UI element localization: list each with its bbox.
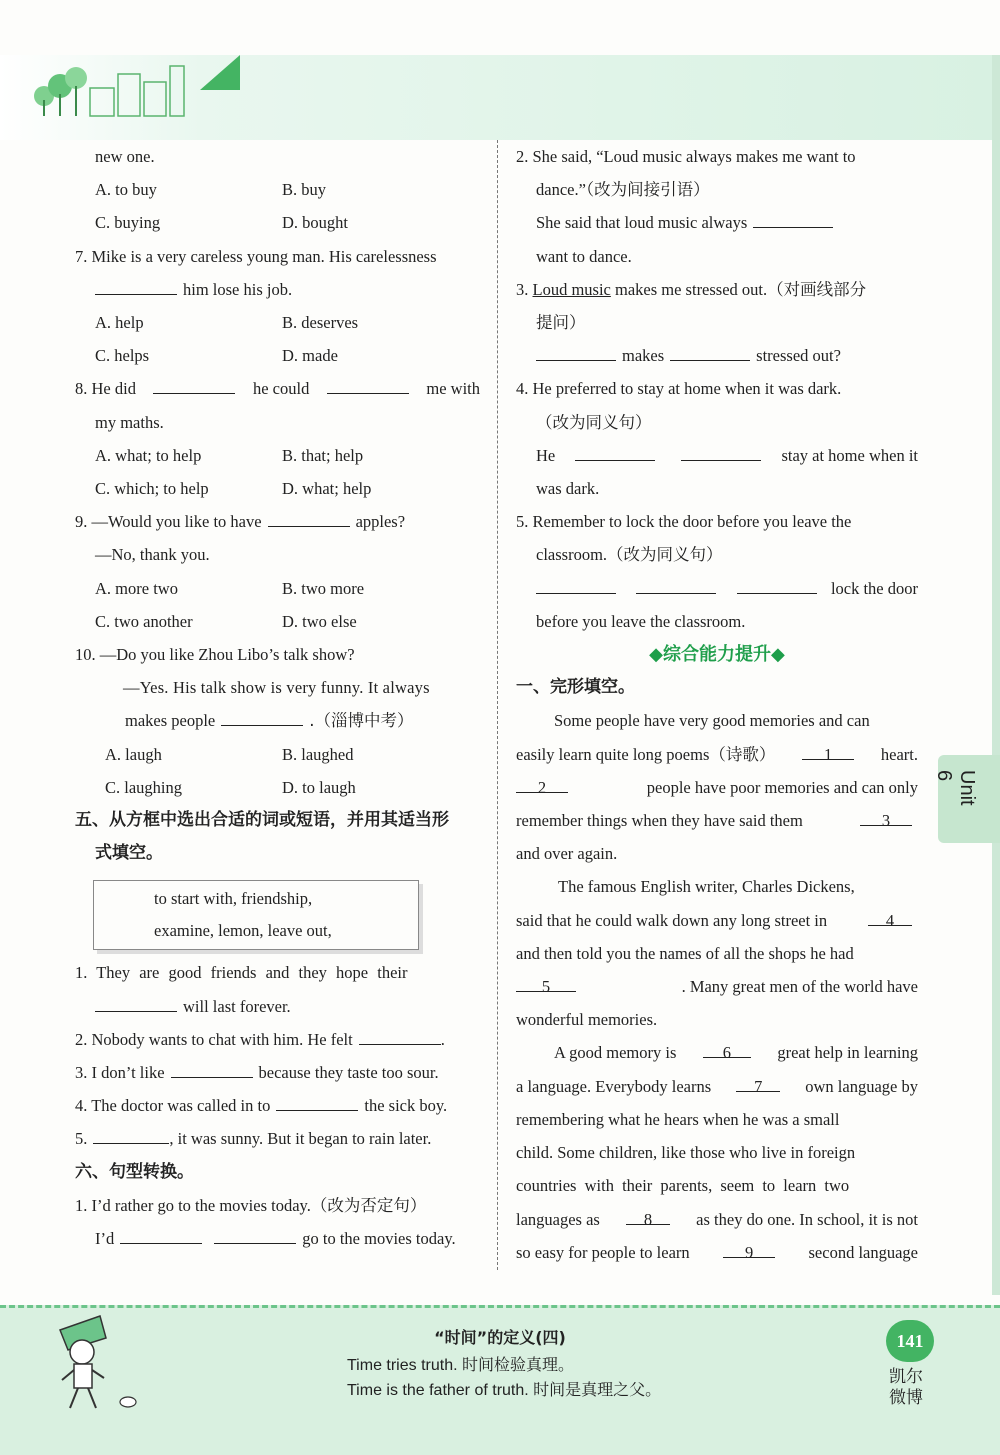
q8-stem2: my maths. bbox=[95, 412, 164, 432]
option: D. made bbox=[282, 346, 338, 366]
answer-blank[interactable] bbox=[171, 1056, 253, 1078]
cloze-blank[interactable]: 9 bbox=[723, 1236, 775, 1258]
cloze-blank[interactable]: 4 bbox=[868, 904, 912, 926]
r5-answer2: before you leave the classroom. bbox=[536, 611, 746, 631]
option: A. what; to help bbox=[95, 445, 202, 465]
q10-source: .（淄博中考） bbox=[309, 711, 414, 731]
cloze-line: remembering what he hears when he was a small bbox=[516, 1109, 840, 1129]
option: D. to laugh bbox=[282, 777, 356, 797]
cloze-line bbox=[516, 970, 918, 1003]
s5-text: , it was sunny. But it began to rain later. bbox=[169, 1129, 432, 1149]
answer-blank[interactable] bbox=[214, 1222, 296, 1244]
right-column bbox=[516, 140, 918, 1269]
q8-stem bbox=[75, 372, 480, 405]
answer-blank[interactable] bbox=[268, 505, 350, 527]
q10-options-row1 bbox=[75, 738, 480, 771]
cloze-line bbox=[516, 804, 918, 837]
s5-item1-cont bbox=[75, 990, 480, 1023]
page-number: 141 bbox=[886, 1320, 934, 1362]
answer-blank[interactable] bbox=[536, 339, 616, 361]
cloze-blank[interactable]: 3 bbox=[860, 804, 912, 826]
cloze-text: so easy for people to learn bbox=[516, 1242, 690, 1262]
cloze-text: second language bbox=[808, 1242, 918, 1262]
column-divider bbox=[497, 140, 498, 1270]
q7-options-row1 bbox=[75, 306, 480, 339]
answer-blank[interactable] bbox=[153, 372, 235, 394]
side-strip bbox=[992, 55, 1000, 1295]
cloze-text: as they do one. In school, it is not bbox=[696, 1209, 918, 1229]
r4-answer2: was dark. bbox=[536, 479, 600, 499]
trees-buildings-icon bbox=[30, 60, 200, 120]
footer-quote: Time tries truth. 时间检验真理。 bbox=[347, 1357, 574, 1374]
q8-text: he could bbox=[252, 379, 310, 399]
option: D. two else bbox=[282, 611, 357, 631]
answer-blank[interactable] bbox=[95, 273, 177, 295]
s6-item1-answer bbox=[75, 1222, 480, 1255]
word-box-line: examine, lemon, leave out, bbox=[154, 921, 332, 941]
option: D. what; help bbox=[282, 479, 372, 499]
cloze-blank[interactable]: 5 bbox=[516, 970, 576, 992]
q10-text: makes people bbox=[125, 711, 216, 731]
s5-text: will last forever. bbox=[183, 996, 291, 1016]
option: A. laugh bbox=[105, 744, 162, 764]
s5-text: 3. I don’t like bbox=[75, 1063, 165, 1083]
section5-heading2: 式填空。 bbox=[95, 843, 163, 864]
option: D. bought bbox=[282, 213, 348, 233]
answer-blank[interactable] bbox=[221, 704, 303, 726]
cloze-heading: 一、完形填空。 bbox=[516, 677, 635, 698]
option: C. buying bbox=[95, 213, 161, 233]
cloze-line: wonderful memories. bbox=[516, 1010, 658, 1030]
r4-text: stay at home when it bbox=[781, 445, 918, 465]
q10-reply2 bbox=[75, 704, 480, 737]
s6-text: go to the movies today. bbox=[302, 1229, 456, 1249]
cloze-blank[interactable]: 6 bbox=[703, 1036, 751, 1058]
r4-stem2: （改为同义句） bbox=[536, 412, 652, 432]
option: B. buy bbox=[282, 180, 327, 200]
cloze-line bbox=[516, 904, 918, 937]
answer-blank[interactable] bbox=[95, 990, 177, 1012]
q8-text: 8. He did bbox=[75, 379, 136, 399]
r2-stem: 2. She said, “Loud music always makes me want to bbox=[516, 147, 856, 166]
word-box-line: to start with, friendship, bbox=[154, 889, 313, 909]
option: C. which; to help bbox=[95, 479, 209, 499]
r5-text: lock the door bbox=[830, 578, 918, 598]
q10-stem: 10. —Do you like Zhou Libo’s talk show? bbox=[75, 645, 355, 665]
s5-item2 bbox=[75, 1023, 480, 1056]
s6-text: I’d bbox=[95, 1229, 115, 1249]
q7-stem: 7. Mike is a very careless young man. His carelessness bbox=[75, 246, 437, 266]
s5-item3 bbox=[75, 1056, 480, 1089]
header-triangle bbox=[200, 55, 240, 90]
cloze-blank[interactable]: 2 bbox=[516, 771, 568, 793]
s6-item1: 1. I’d rather go to the movies today.（改为否定句） bbox=[75, 1195, 427, 1215]
cloze-blank[interactable]: 7 bbox=[736, 1070, 780, 1092]
option: A. to buy bbox=[95, 180, 157, 200]
s5-item1: 1. They are good friends and they hope their bbox=[75, 963, 408, 983]
r2-stem2: dance.”（改为间接引语） bbox=[536, 180, 710, 200]
cloze-text: said that he could walk down any long street in bbox=[516, 910, 828, 930]
footer-quote: Time is the father of truth. 时间是真理之父。 bbox=[347, 1382, 662, 1399]
footer-title: “时间”的定义(四) bbox=[434, 1328, 566, 1347]
unit-label: Unit 6 bbox=[933, 770, 978, 806]
cloze-line bbox=[516, 738, 918, 771]
cloze-line bbox=[516, 1203, 918, 1236]
r5-answer bbox=[516, 572, 918, 605]
cloze-text: heart. bbox=[880, 744, 918, 764]
q7-options-row2 bbox=[75, 339, 480, 372]
s5-text: 4. The doctor was called in to bbox=[75, 1096, 271, 1116]
answer-blank[interactable] bbox=[636, 572, 716, 594]
cloze-line: The famous English writer, Charles Dickens, bbox=[558, 877, 855, 897]
section6-heading: 六、句型转换。 bbox=[75, 1161, 194, 1182]
cloze-line bbox=[516, 1236, 918, 1269]
section5-heading: 五、从方框中选出合适的词或短语，并用其适当形 bbox=[75, 810, 449, 831]
q8-text: me with bbox=[426, 379, 480, 399]
r5-stem2: classroom.（改为同义句） bbox=[536, 545, 723, 565]
cloze-line: Some people have very good memories and can bbox=[554, 711, 870, 731]
q9-reply: —No, thank you. bbox=[95, 545, 210, 565]
q9-text: apples? bbox=[355, 512, 406, 532]
s5-text: 2. Nobody wants to chat with him. He felt bbox=[75, 1029, 353, 1049]
option: B. laughed bbox=[282, 744, 354, 764]
word-box bbox=[93, 880, 419, 950]
r2-text: She said that loud music always bbox=[536, 213, 748, 233]
r5-stem: 5. Remember to lock the door before you leave the bbox=[516, 512, 852, 532]
q8-options-row2 bbox=[75, 472, 480, 505]
r2-answer bbox=[516, 206, 918, 239]
cloze-text: languages as bbox=[516, 1209, 600, 1229]
q8-options-row1 bbox=[75, 439, 480, 472]
answer-blank[interactable] bbox=[536, 572, 616, 594]
underlined-phrase: Loud music bbox=[532, 279, 611, 299]
option: B. two more bbox=[282, 578, 365, 598]
s5-text: because they taste too sour. bbox=[258, 1063, 439, 1083]
cloze-blank[interactable]: 8 bbox=[626, 1203, 670, 1225]
cloze-line: and then told you the names of all the shops he had bbox=[516, 943, 854, 963]
option: B. deserves bbox=[282, 313, 359, 333]
r4-text: He bbox=[536, 445, 556, 465]
option: A. more two bbox=[95, 578, 178, 598]
cloze-text: remember things when they have said them bbox=[516, 811, 803, 831]
cloze-line bbox=[516, 1070, 918, 1103]
cloze-text: own language by bbox=[805, 1076, 918, 1096]
cloze-line: child. Some children, like those who live in foreign bbox=[516, 1143, 856, 1163]
s5-item5 bbox=[75, 1122, 480, 1155]
s5-item4 bbox=[75, 1089, 480, 1122]
brand-label: 凯尔微博 bbox=[889, 1367, 923, 1408]
q10-reply: —Yes. His talk show is very funny. It always bbox=[123, 678, 430, 698]
q6-options-row2 bbox=[75, 206, 480, 239]
s5-text: 5. bbox=[75, 1129, 88, 1149]
r4-answer bbox=[516, 439, 918, 472]
r3-text: stressed out? bbox=[756, 346, 841, 366]
option: A. help bbox=[95, 313, 144, 333]
r3-text: makes bbox=[622, 346, 665, 366]
r3-text: makes me stressed out.（对画线部分 bbox=[615, 279, 867, 299]
option: C. laughing bbox=[105, 777, 182, 797]
answer-blank[interactable] bbox=[93, 1122, 169, 1144]
option: B. that; help bbox=[282, 445, 364, 465]
answer-blank[interactable] bbox=[120, 1222, 202, 1244]
answer-blank[interactable] bbox=[276, 1089, 358, 1111]
q9-options-row1 bbox=[75, 572, 480, 605]
cloze-text: . Many great men of the world have bbox=[681, 977, 918, 997]
r3-stem2: 提问） bbox=[536, 313, 586, 333]
q6-tail: new one. bbox=[95, 147, 155, 166]
cloze-text: people have poor memories and can only bbox=[646, 777, 918, 797]
cloze-text: great help in learning bbox=[777, 1043, 918, 1063]
q7-stem2 bbox=[75, 273, 480, 306]
answer-blank[interactable] bbox=[681, 439, 761, 461]
answer-blank[interactable] bbox=[575, 439, 655, 461]
answer-blank[interactable] bbox=[359, 1023, 441, 1045]
r2-answer2: want to dance. bbox=[536, 246, 632, 266]
cloze-line bbox=[516, 771, 918, 804]
q6-options-row1 bbox=[75, 173, 480, 206]
cloze-text: a language. Everybody learns bbox=[516, 1076, 712, 1096]
cloze-text: easily learn quite long poems（诗歌） bbox=[516, 744, 776, 764]
cloze-line: and over again. bbox=[516, 844, 618, 864]
r3-answer bbox=[516, 339, 918, 372]
s5-text: the sick boy. bbox=[364, 1096, 448, 1116]
option: C. two another bbox=[95, 611, 193, 631]
option: C. helps bbox=[95, 346, 150, 366]
r4-stem: 4. He preferred to stay at home when it was dark. bbox=[516, 379, 842, 399]
q9-stem bbox=[75, 505, 480, 538]
cloze-line: countries with their parents, seem to learn two bbox=[516, 1176, 850, 1196]
r3-stem bbox=[516, 273, 918, 306]
q7-text: him lose his job. bbox=[183, 279, 293, 299]
q9-text: 9. —Would you like to have bbox=[75, 512, 262, 532]
section-title: ◆综合能力提升◆ bbox=[649, 644, 785, 666]
q10-options-row2 bbox=[75, 771, 480, 804]
answer-blank[interactable] bbox=[737, 572, 817, 594]
answer-blank[interactable] bbox=[753, 206, 833, 228]
cloze-text: A good memory is bbox=[554, 1043, 677, 1063]
q9-options-row2 bbox=[75, 605, 480, 638]
answer-blank[interactable] bbox=[327, 372, 409, 394]
cloze-line bbox=[516, 1036, 918, 1069]
cloze-blank[interactable]: 1 bbox=[802, 738, 854, 760]
s5-text: . bbox=[440, 1029, 445, 1049]
left-column bbox=[75, 140, 480, 1255]
r3-text: 3. bbox=[516, 279, 529, 299]
answer-blank[interactable] bbox=[670, 339, 750, 361]
